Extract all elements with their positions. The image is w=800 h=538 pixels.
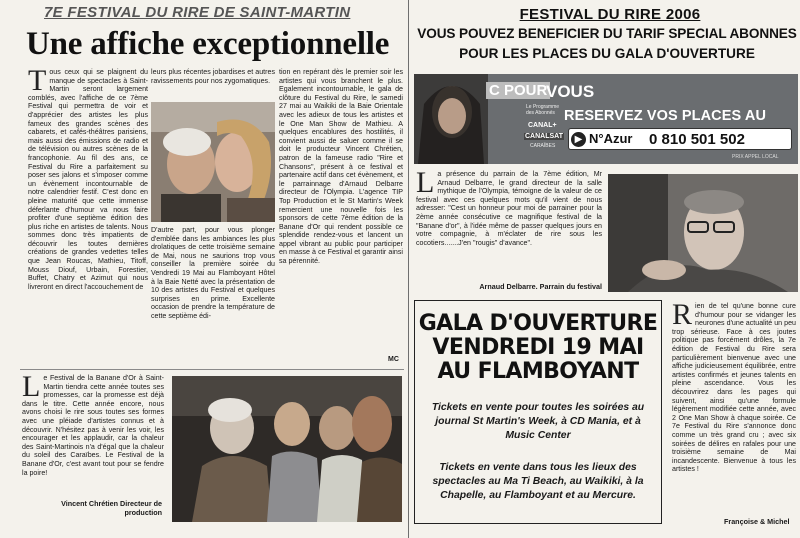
ad-phone-number: 0 810 501 502: [649, 131, 745, 148]
left-article-col2-bottom: D'autre part, pour vous plonger d'emblée dans les ambiances les plus drolatiques de cette troisième semaine de Mai, nous ne saurions trop vous conseiller la première soirée du Vendredi 19 Mai au Flamboyant Hôtel à la Baie Netté avec la présentation de 10 des artistes du Festival et quelques surprises en prime. Excellente occasion de prendre la température de cette septième édi-: [151, 226, 275, 320]
ad-prix: PRIX APPEL LOCAL: [732, 154, 779, 160]
left-dropcap-t: T: [28, 68, 47, 97]
right-kicker: FESTIVAL DU RIRE 2006: [519, 6, 701, 23]
right-title-line1: VOUS POUVEZ BENEFICIER DU TARIF SPECIAL ABONNES: [417, 26, 797, 41]
left-photo-kiss: [151, 102, 275, 222]
olympia-caption: Arnaud Delbarre. Parrain du festival: [479, 282, 602, 291]
rien-signature: Françoise & Michel: [724, 517, 790, 526]
page-fold: [408, 0, 409, 538]
left-bottom-text: e Festival de la Banane d'Or à Saint-Martin tiendra cette année toutes ses promesses, car la promesse est déjà dans le titre. Cette année encore, nous avons choisi le rire sous toutes ses formes avec une pléiade d'artistes connus et à découvrir. N'hésitez pas à venir les voir, les encourager et les applaudir, car la chaleur des Saint-Martinois n'a d'égal que la chaleur du soleil des Caraïbes. Le Festival de la Banane d'Or, c'est avant tout pour se fendre la poire!: [22, 374, 164, 477]
rien-article: [672, 302, 796, 516]
right-title-line2: POUR LES PLACES DU GALA D'OUVERTURE: [459, 46, 755, 61]
olympia-article: [416, 170, 602, 274]
left-headline: Une affiche exceptionnelle: [26, 26, 390, 62]
gala-box: [414, 300, 662, 524]
left-col1-text: ous ceux qui se plaignent du manque de spectacles à Saint-Martin seront largement comblés, avec l'affiche de ce 7ème Festival qui permettra de voir et d'apprécier des artistes les plus fameux des grandes scènes des cabarets, et cafés-théâtres parisiens, mais aussi des émissions de radio et de télévision ou autres scènes de la francophonie. Au fil des ans, ce Festival du Rire a parfaitement su poser ses jalons et s'imposer comme un évènement incontournable de notre calendrier festif. C'est donc en pleine maturité que cette immense déferlante d'humour va nous faire profiter d'une septième édition des plus riche en artistes de talents. Nous sommes donc très impatients de découvrir les toutes dernières créations de grandes vedettes telles que Jean Roucas, Mathieu, Titoff, Mouss Diouf, Urbain, Forestier, Buffet, Chatry et Azimut qui nous livreront en direct l'accouchement de: [28, 68, 148, 291]
olympia-dropcap-l: L: [416, 170, 435, 199]
ad-arrow-icon: ▶: [571, 132, 586, 147]
left-bottom-caption: Vincent Chrétien Directeur de production: [61, 499, 162, 517]
left-kicker: 7E FESTIVAL DU RIRE DE SAINT-MARTIN: [44, 4, 351, 21]
rien-dropcap-r: R: [672, 302, 693, 331]
left-photo-group: [172, 376, 402, 522]
left-dropcap-l: L: [22, 374, 41, 403]
ad-cpour: C POUR: [486, 82, 550, 99]
ad-nazur: N°Azur: [589, 131, 633, 146]
ad-programme: Le Programme des Abonnés: [526, 104, 560, 116]
left-col3-signature: MC: [388, 356, 399, 363]
gala-line3: AU FLAMBOYANT: [437, 359, 639, 384]
ad-canalsat: CANALSAT: [525, 133, 563, 140]
left-horizontal-divider: [20, 369, 404, 370]
rien-text: ien de tel qu'une bonne cure d'humour pour se vidanger les neurones d'une actualité un peu trop sérieuse. Face à ces joutes politique pas forcément drôles, la 7e édition de Festival du Rire sera particulièrement bienvenue avec une affiche judicieusement équilibrée, entre artistes confirmés et jeunes talents en pleine ascendance. Vous les découvrirez dans les pages qui suivent, ainsi qu'une formule légèrement modifiée cette année, avec 2 One Man Show à chaque soirée. Ce 7e Festival du Rire s'annonce donc comme un très grand cru ; avec six soirées de délires en rafales pour une troisième semaine de Mai incandescente. Bienvenue à tous les artistes !: [672, 302, 796, 474]
gala-tickets-info2: Tickets en vente dans tous les lieux des spectacles au Ma Ti Beach, au Waikiki, à la Chapelle, au Flamboyant et au Mercure.: [432, 462, 644, 501]
delbarre-portrait-image: [608, 174, 798, 292]
canal-ad-banner: [414, 74, 798, 164]
ad-caraibes: CARAÏBES: [530, 143, 556, 149]
ad-phone-box: [568, 128, 792, 150]
left-article-col2-top: leurs plus récentes jobardises et autres ravissements pour nos zygomatiques.: [151, 68, 275, 85]
ad-vous: VOUS: [546, 82, 595, 101]
kiss-photo-image: [151, 102, 275, 222]
ad-reserve-text: RESERVEZ VOS PLACES AU: [564, 108, 767, 124]
olympia-text: a présence du parrain de la 7ème édition, Mr Arnaud Delbarre, le grand directeur de la salle mythique de l'Olympia, témoigne de la valeur de ce festival avec ces quelques mots qu'il vient de nous adresser: "Cest un honneur pour moi de parrainer pour la 2ème année consécutive ce magnifique festival de la "Banane d'or", à l'idée même de passer quelques jours en votre compagnie, à m'éclater de rire sous les cocotiers.......J'en "rougis" d'avance".: [416, 170, 602, 247]
gala-line2: VENDREDI 19 MAI: [432, 335, 644, 360]
left-bottom-article: [22, 374, 164, 494]
left-article-col3: tion en repérant dès le premier soir les artistes qui vous branchent le plus. Egalement incontournable, le gala de clôture du Festival du Rire, le samedi 27 mai au Waikiki de la Baie Orientale avec les adieux de tous les artistes et le One Man Show de Mathieu. A quelques encablures des hostilités, il convient aussi de saluer comme il se doit le producteur Vincent Chrétien, patron de la fameuse radio "Rire et Chansons", présent à ce festival et partenaire actif dans cet évènement, et le parrainnage d'Arnaud Delbarre directeur de l'Olympia. L'agence TIP Top Production et le St Martin's Week remercient une nouvelle fois les sponsors de cette 7ème édition de la Banane d'Or qui rendent possible ce splendide rendez-vous et lancent un appel vibrant au public pour participer en masse à ce Festival et garantir ainsi sa pérennité.: [279, 68, 403, 266]
olympia-photo-delbarre: [608, 174, 798, 292]
gala-tickets-info1: Tickets en vente pour toutes les soirées au journal St Martin's Week, à CD Mania, et à Music Center: [431, 402, 645, 441]
group-photo-image: [172, 376, 402, 522]
woman-image: [414, 74, 488, 164]
left-article-col1: [28, 68, 148, 364]
ad-photo-woman: [414, 74, 488, 164]
gala-line1: GALA D'OUVERTURE: [418, 311, 658, 336]
ad-canal-plus: CANAL+: [528, 122, 557, 129]
